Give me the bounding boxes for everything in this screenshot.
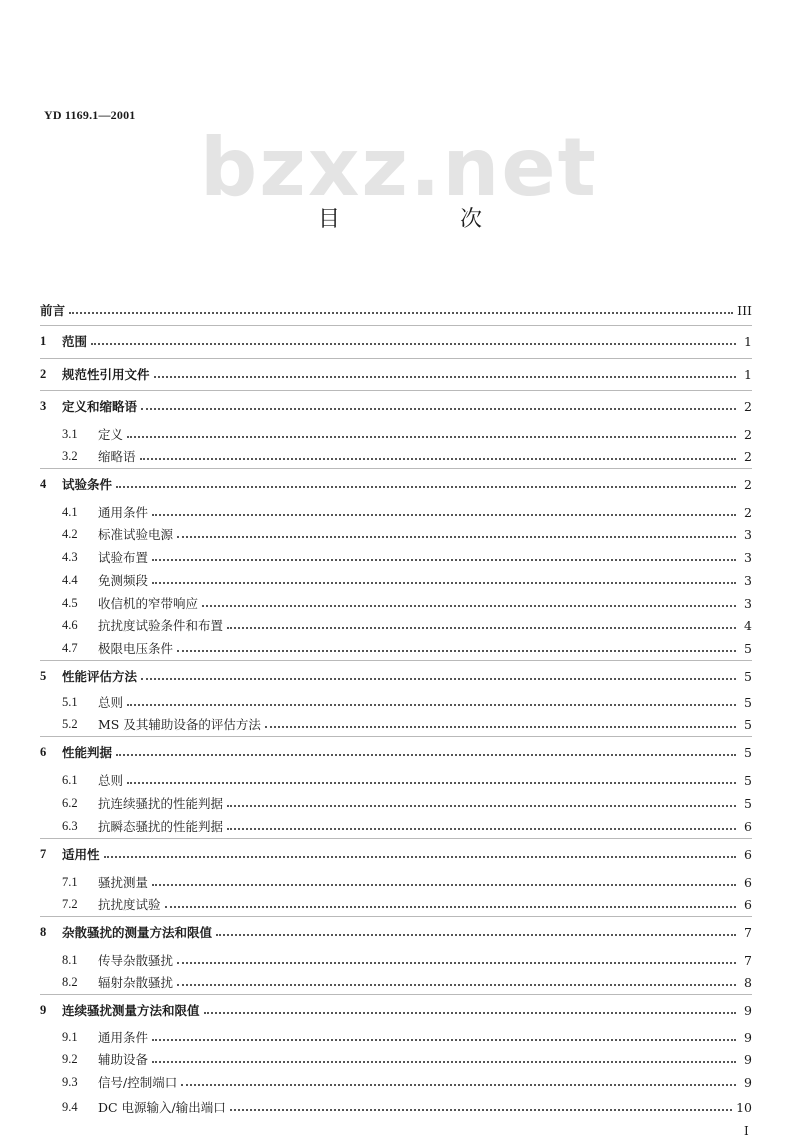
toc-entry[interactable]: [40, 816, 752, 836]
dot-leader: [116, 754, 736, 756]
toc-entry-page: 5: [744, 668, 752, 684]
toc-entry-label: 定义和缩略语: [62, 399, 138, 414]
watermark: bzxz.net: [200, 121, 598, 214]
toc-entry-page: III: [737, 302, 752, 318]
toc-entry-label: 抗扰度试验条件和布置: [98, 618, 224, 633]
section-divider: [40, 916, 752, 917]
toc-entry-page: 6: [744, 846, 752, 862]
toc-entry-label: 总则: [98, 773, 124, 788]
toc-entry[interactable]: [40, 547, 752, 567]
standard-code: YD 1169.1—2001: [44, 108, 136, 122]
toc-entry-number: 4.5: [62, 595, 78, 610]
toc-entry[interactable]: [40, 894, 752, 914]
section-divider: [40, 358, 752, 359]
section-divider: [40, 838, 752, 839]
toc-entry-page: 5: [744, 795, 752, 811]
toc-entry-page: 3: [744, 549, 752, 565]
section-divider: [40, 468, 752, 469]
toc-entry-label: 试验布置: [98, 550, 149, 565]
toc-entry-label: 连续骚扰测量方法和限值: [62, 1003, 200, 1018]
toc-entry-page: 9: [744, 1051, 752, 1067]
toc-entry[interactable]: [40, 1072, 752, 1092]
toc-entry-number: 4.1: [62, 504, 78, 519]
toc-entry-label: 抗瞬态骚扰的性能判据: [98, 819, 224, 834]
dot-leader: [177, 984, 736, 986]
toc-entry-page: 6: [744, 896, 752, 912]
toc-entry-number: 1: [40, 333, 47, 348]
toc-entry-number: 4.3: [62, 549, 78, 564]
dot-leader: [141, 678, 736, 680]
dot-leader: [152, 582, 736, 584]
toc-entry-page: 3: [744, 572, 752, 588]
toc-entry-number: 9.4: [62, 1099, 78, 1114]
toc-entry[interactable]: [40, 446, 752, 466]
toc-entry-page: 5: [744, 694, 752, 710]
toc-entry-label: 规范性引用文件: [62, 367, 150, 382]
toc-entry-label: 缩略语: [98, 449, 136, 464]
dot-leader: [116, 486, 736, 488]
toc-entry-number: 5.1: [62, 694, 78, 709]
toc-entry-page: 9: [744, 1029, 752, 1045]
dot-leader: [141, 408, 736, 410]
dot-leader: [152, 514, 736, 516]
toc-entry[interactable]: [40, 872, 752, 892]
toc-entry-page: 2: [744, 504, 752, 520]
toc-entry-label: 收信机的窄带响应: [98, 596, 199, 611]
toc-entry-label: 总则: [98, 695, 124, 710]
toc-entry-page: 3: [744, 526, 752, 542]
dot-leader: [227, 828, 736, 830]
toc-entry-label: 杂散骚扰的测量方法和限值: [62, 925, 213, 940]
toc-entry-page: 1: [744, 366, 752, 382]
toc-entry-number: 6.3: [62, 818, 78, 833]
toc-entry-page: 5: [744, 772, 752, 788]
toc-entry-label: 抗扰度试验: [98, 897, 161, 912]
toc-entry[interactable]: [40, 666, 752, 686]
toc-entry-number: 8: [40, 924, 47, 939]
toc-entry-label: 前言: [40, 303, 66, 318]
dot-leader: [181, 1084, 736, 1086]
toc-entry-label: 信号/控制端口: [98, 1075, 178, 1090]
dot-leader: [165, 906, 736, 908]
dot-leader: [227, 805, 736, 807]
toc-entry-page: 8: [744, 974, 752, 990]
toc-entry[interactable]: [40, 593, 752, 613]
toc-entry[interactable]: [40, 972, 752, 992]
toc-entry[interactable]: [40, 922, 752, 942]
toc-entry-number: 2: [40, 366, 47, 381]
toc-entry-page: 5: [744, 640, 752, 656]
toc-entry-label: 骚扰测量: [98, 875, 149, 890]
dot-leader: [152, 559, 736, 561]
section-divider: [40, 390, 752, 391]
dot-leader: [152, 1039, 736, 1041]
toc-entry-label: DC 电源输入/输出端口: [98, 1100, 226, 1115]
toc-entry-number: 4: [40, 476, 47, 491]
toc-entry[interactable]: [40, 331, 752, 351]
toc-entry-label: 性能判据: [62, 745, 113, 760]
toc-entry[interactable]: [40, 615, 752, 635]
dot-leader: [204, 1012, 736, 1014]
dot-leader: [127, 704, 736, 706]
section-divider: [40, 325, 752, 326]
toc-entry[interactable]: [40, 424, 752, 444]
section-divider: [40, 994, 752, 995]
toc-entry-label: 标准试验电源: [98, 527, 174, 542]
toc-entry[interactable]: [40, 793, 752, 813]
toc-entry-number: 9.1: [62, 1029, 78, 1044]
toc-entry-number: 7: [40, 846, 47, 861]
toc-entry-number: 9.3: [62, 1074, 78, 1089]
toc-entry-label: 抗连续骚扰的性能判据: [98, 796, 224, 811]
toc-entry-label: 定义: [98, 427, 124, 442]
toc-entry-number: 4.2: [62, 526, 78, 541]
toc-entry[interactable]: [40, 524, 752, 544]
toc-entry-page: 4: [744, 617, 752, 633]
toc-entry-page: 6: [744, 818, 752, 834]
toc-entry-label: 通用条件: [98, 1030, 149, 1045]
toc-entry-number: 6.1: [62, 772, 78, 787]
toc-entry-number: 4.6: [62, 617, 78, 632]
dot-leader: [152, 1061, 736, 1063]
toc-entry[interactable]: [40, 300, 752, 320]
toc-entry-number: 3.2: [62, 448, 78, 463]
dot-leader: [69, 312, 733, 314]
dot-leader: [127, 782, 736, 784]
toc-entry-page: 9: [744, 1074, 752, 1090]
toc-entry-page: 5: [744, 744, 752, 760]
toc-entry-page: 10: [736, 1099, 752, 1115]
toc-entry[interactable]: [40, 396, 752, 416]
toc-entry[interactable]: [40, 1049, 752, 1069]
toc-entry-number: 6.2: [62, 795, 78, 810]
toc-entry-label: 通用条件: [98, 505, 149, 520]
toc-entry-number: 7.2: [62, 896, 78, 911]
toc-entry[interactable]: [40, 570, 752, 590]
toc-entry-page: 3: [744, 595, 752, 611]
toc-entry-number: 8.1: [62, 952, 78, 967]
title-char-1: 目: [317, 207, 400, 232]
toc-entry-page: 2: [744, 426, 752, 442]
toc-entry-label: 性能评估方法: [62, 669, 138, 684]
toc-entry-number: 9.2: [62, 1051, 78, 1066]
toc-entry[interactable]: [40, 1097, 752, 1117]
dot-leader: [91, 343, 736, 345]
dot-leader: [104, 856, 736, 858]
toc-entry[interactable]: [40, 474, 752, 494]
toc-entry-page: 2: [744, 476, 752, 492]
page-footer-mark: I: [744, 1124, 749, 1138]
toc-entry-page: 5: [744, 716, 752, 732]
dot-leader: [152, 884, 736, 886]
toc-entry-number: 3: [40, 398, 47, 413]
toc-entry-page: 7: [744, 924, 752, 940]
dot-leader: [177, 650, 736, 652]
toc-entry[interactable]: [40, 502, 752, 522]
toc-entry[interactable]: [40, 844, 752, 864]
toc-entry-number: 5: [40, 668, 47, 683]
toc-entry-page: 1: [744, 333, 752, 349]
toc-entry-label: 适用性: [62, 847, 100, 862]
toc-entry-label: 传导杂散骚扰: [98, 953, 174, 968]
toc-entry[interactable]: [40, 770, 752, 790]
dot-leader: [154, 376, 736, 378]
toc-entry-number: 3.1: [62, 426, 78, 441]
toc-entry-label: 试验条件: [62, 477, 113, 492]
toc-entry-number: 8.2: [62, 974, 78, 989]
dot-leader: [177, 536, 736, 538]
toc-entry[interactable]: [40, 742, 752, 762]
section-divider: [40, 736, 752, 737]
toc-entry-label: 免测频段: [98, 573, 149, 588]
toc-entry-label: MS 及其辅助设备的评估方法: [98, 717, 261, 732]
dot-leader: [202, 605, 736, 607]
dot-leader: [216, 934, 736, 936]
dot-leader: [140, 458, 736, 460]
page-title: [0, 202, 800, 233]
toc-entry[interactable]: [40, 364, 752, 384]
toc-entry[interactable]: [40, 692, 752, 712]
toc-entry[interactable]: [40, 950, 752, 970]
toc-entry[interactable]: [40, 714, 752, 734]
toc-entry[interactable]: [40, 638, 752, 658]
title-char-2: 次: [460, 207, 543, 232]
section-divider: [40, 660, 752, 661]
toc-entry-label: 辅助设备: [98, 1052, 149, 1067]
dot-leader: [265, 726, 736, 728]
toc-entry-page: 2: [744, 448, 752, 464]
toc-entry[interactable]: [40, 1000, 752, 1020]
toc-entry-page: 7: [744, 952, 752, 968]
toc-entry-number: 7.1: [62, 874, 78, 889]
toc-entry-page: 2: [744, 398, 752, 414]
dot-leader: [230, 1109, 732, 1111]
dot-leader: [177, 962, 736, 964]
toc-entry-label: 辐射杂散骚扰: [98, 975, 174, 990]
dot-leader: [127, 436, 736, 438]
toc-entry-number: 6: [40, 744, 47, 759]
toc-entry-number: 4.7: [62, 640, 78, 655]
toc-entry-page: 9: [744, 1002, 752, 1018]
toc-entry-number: 4.4: [62, 572, 78, 587]
toc-entry[interactable]: [40, 1027, 752, 1047]
toc-entry-label: 极限电压条件: [98, 641, 174, 656]
toc-entry-number: 9: [40, 1002, 47, 1017]
dot-leader: [227, 627, 736, 629]
toc-entry-label: 范围: [62, 334, 88, 349]
toc-entry-number: 5.2: [62, 716, 78, 731]
toc-entry-page: 6: [744, 874, 752, 890]
